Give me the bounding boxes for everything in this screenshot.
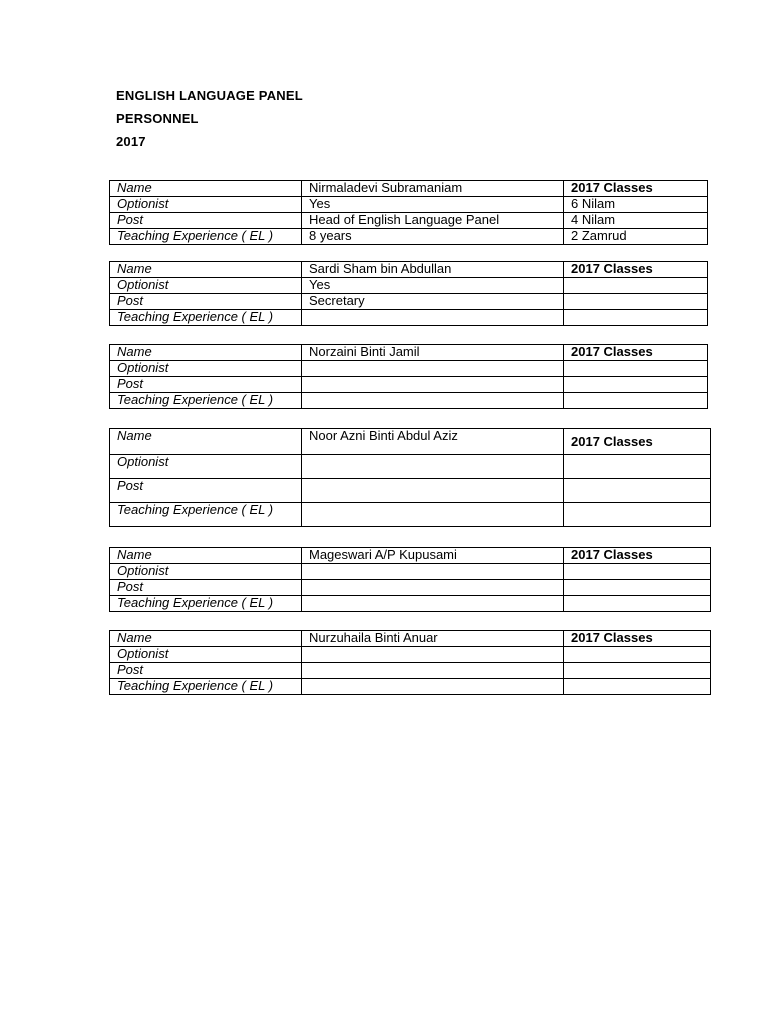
table-row (110, 213, 708, 229)
table-row (110, 647, 711, 663)
name-label: Name (110, 181, 302, 197)
class-entry (564, 310, 708, 326)
experience-label: Teaching Experience ( EL ) (110, 679, 302, 695)
panel-title: ENGLISH LANGUAGE PANEL (116, 88, 303, 103)
name-label: Name (110, 345, 302, 361)
member-experience (302, 596, 564, 612)
table-row (110, 229, 708, 245)
classes-header: 2017 Classes (564, 548, 711, 564)
class-entry (564, 361, 708, 377)
table-row (110, 679, 711, 695)
member-optionist (302, 455, 564, 479)
member-optionist: Yes (302, 278, 564, 294)
member-post (302, 663, 564, 679)
member-post (302, 580, 564, 596)
member-name: Nurzuhaila Binti Anuar (302, 631, 564, 647)
optionist-label: Optionist (110, 361, 302, 377)
member-name: Noor Azni Binti Abdul Aziz (302, 429, 564, 455)
post-label: Post (110, 663, 302, 679)
experience-label: Teaching Experience ( EL ) (110, 503, 302, 527)
member-table-5 (109, 547, 711, 612)
classes-header: 2017 Classes (564, 429, 711, 455)
table-row (110, 564, 711, 580)
table-row (110, 393, 708, 409)
name-label: Name (110, 429, 302, 455)
experience-label: Teaching Experience ( EL ) (110, 229, 302, 245)
member-name: Mageswari A/P Kupusami (302, 548, 564, 564)
member-table-1 (109, 180, 708, 245)
member-post: Secretary (302, 294, 564, 310)
member-experience (302, 393, 564, 409)
table-row (110, 596, 711, 612)
table-row (110, 262, 708, 278)
member-experience (302, 679, 564, 695)
class-entry (564, 393, 708, 409)
member-table-4 (109, 428, 711, 527)
table-row (110, 377, 708, 393)
optionist-label: Optionist (110, 564, 302, 580)
class-entry (564, 596, 711, 612)
optionist-label: Optionist (110, 455, 302, 479)
member-post (302, 377, 564, 393)
class-entry (564, 503, 711, 527)
member-optionist (302, 647, 564, 663)
table-row (110, 631, 711, 647)
member-post: Head of English Language Panel (302, 213, 564, 229)
table-row (110, 580, 711, 596)
member-post (302, 479, 564, 503)
name-label: Name (110, 631, 302, 647)
name-label: Name (110, 262, 302, 278)
name-label: Name (110, 548, 302, 564)
experience-label: Teaching Experience ( EL ) (110, 310, 302, 326)
classes-header: 2017 Classes (564, 181, 708, 197)
table-row (110, 548, 711, 564)
class-entry: 4 Nilam (564, 213, 708, 229)
table-row (110, 503, 711, 527)
class-entry (564, 278, 708, 294)
member-name: Nirmaladevi Subramaniam (302, 181, 564, 197)
post-label: Post (110, 580, 302, 596)
table-row (110, 310, 708, 326)
table-row (110, 181, 708, 197)
table-row (110, 197, 708, 213)
optionist-label: Optionist (110, 197, 302, 213)
member-table-6 (109, 630, 711, 695)
classes-header: 2017 Classes (564, 631, 711, 647)
personnel-heading: PERSONNEL (116, 111, 199, 126)
optionist-label: Optionist (110, 647, 302, 663)
member-experience (302, 310, 564, 326)
post-label: Post (110, 479, 302, 503)
member-optionist: Yes (302, 197, 564, 213)
table-row (110, 294, 708, 310)
class-entry: 2 Zamrud (564, 229, 708, 245)
member-name: Sardi Sham bin Abdullan (302, 262, 564, 278)
experience-label: Teaching Experience ( EL ) (110, 393, 302, 409)
member-experience: 8 years (302, 229, 564, 245)
table-row (110, 345, 708, 361)
table-row (110, 429, 711, 455)
class-entry (564, 679, 711, 695)
table-row (110, 663, 711, 679)
class-entry (564, 479, 711, 503)
member-optionist (302, 361, 564, 377)
optionist-label: Optionist (110, 278, 302, 294)
classes-header: 2017 Classes (564, 345, 708, 361)
class-entry (564, 455, 711, 479)
table-row (110, 479, 711, 503)
member-table-3 (109, 344, 708, 409)
class-entry (564, 647, 711, 663)
member-table-2 (109, 261, 708, 326)
post-label: Post (110, 213, 302, 229)
class-entry (564, 663, 711, 679)
experience-label: Teaching Experience ( EL ) (110, 596, 302, 612)
table-row (110, 278, 708, 294)
table-row (110, 361, 708, 377)
post-label: Post (110, 377, 302, 393)
member-optionist (302, 564, 564, 580)
class-entry (564, 294, 708, 310)
table-row (110, 455, 711, 479)
class-entry (564, 564, 711, 580)
member-experience (302, 503, 564, 527)
classes-header: 2017 Classes (564, 262, 708, 278)
class-entry (564, 377, 708, 393)
class-entry (564, 580, 711, 596)
year-heading: 2017 (116, 134, 146, 149)
post-label: Post (110, 294, 302, 310)
class-entry: 6 Nilam (564, 197, 708, 213)
member-name: Norzaini Binti Jamil (302, 345, 564, 361)
